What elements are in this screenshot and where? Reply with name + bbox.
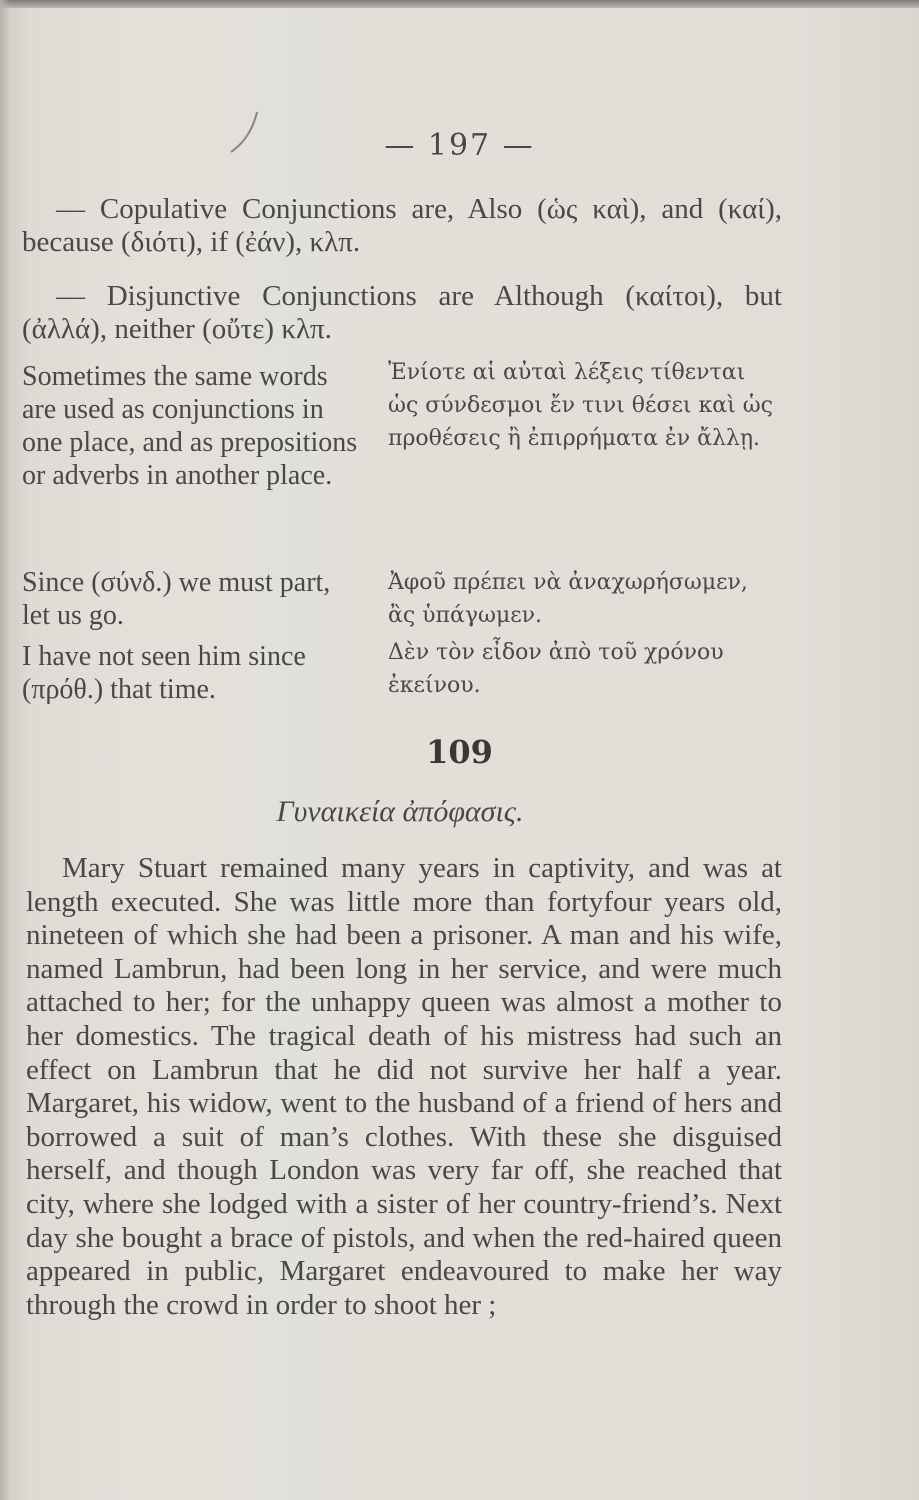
page-number: — 197 — <box>384 128 535 163</box>
bilingual-english-2: Since (σύνδ.) we must part, let us go. <box>22 567 331 631</box>
bilingual-greek-1: Ἐνίοτε αἱ αὐταὶ λέξεις τίθενται ὡς σύνδεσμοι ἔν τινι θέσει καὶ ὡς προθέσεις ἢ ἐπιρρήματα ἐν ἄλλῃ. <box>388 360 773 451</box>
bilingual-greek-2: Ἀφοῦ πρέπει νὰ ἀναχωρήσωμεν, ἂς ὑπάγωμεν. <box>388 570 748 628</box>
section-number: 109 <box>426 733 493 771</box>
paragraph-copulative <box>22 193 782 259</box>
section-body-text: Mary Stuart remained many years in captivity, and was at length executed. She was little more than fortyfour years old, nineteen of which she had been a prisoner. A man and his wife, named Lambrun, had been long in her service, and were much attached to her; for the unhappy queen was almost a mother to her domestics. The tragical death of his mistress had such an effect on Lambrun that he did not survive her half a year. Margaret, his widow, went to the husband of a friend of hers and borrowed a suit of man’s clothes. With these she disguised herself, and though London was very far off, she reached that city, where she lodged with a sister of her country-friend’s. Next day she bought a brace of pistols, and when the red-haired queen appeared in public, Margaret endeavoured to make her way through the crowd in order to shoot her ; <box>26 852 782 1321</box>
section-body <box>26 852 782 1322</box>
disjunctive-text: — Disjunctive Conjunctions are Although (καίτοι), but (ἀλλά), neither (οὔτε) κλπ. <box>22 280 782 345</box>
page-top-edge <box>0 0 919 8</box>
copulative-text: — Copulative Conjunctions are, Also (ὡς καὶ), and (καί), because (διότι), if (ἐάν), κλπ. <box>22 193 782 258</box>
bilingual-greek-3: Δὲν τὸν εἶδον ἀπὸ τοῦ χρόνου ἐκείνου. <box>388 640 724 698</box>
paragraph-disjunctive <box>22 280 782 346</box>
section-title: Γυναικεία ἀπόφασις. <box>276 795 524 828</box>
bilingual-english-3: I have not seen him since (πρόθ.) that time. <box>22 641 306 705</box>
bilingual-english-1: Sometimes the same words are used as conjunctions in one place, and as prepositions or adverbs in another place. <box>22 361 358 491</box>
